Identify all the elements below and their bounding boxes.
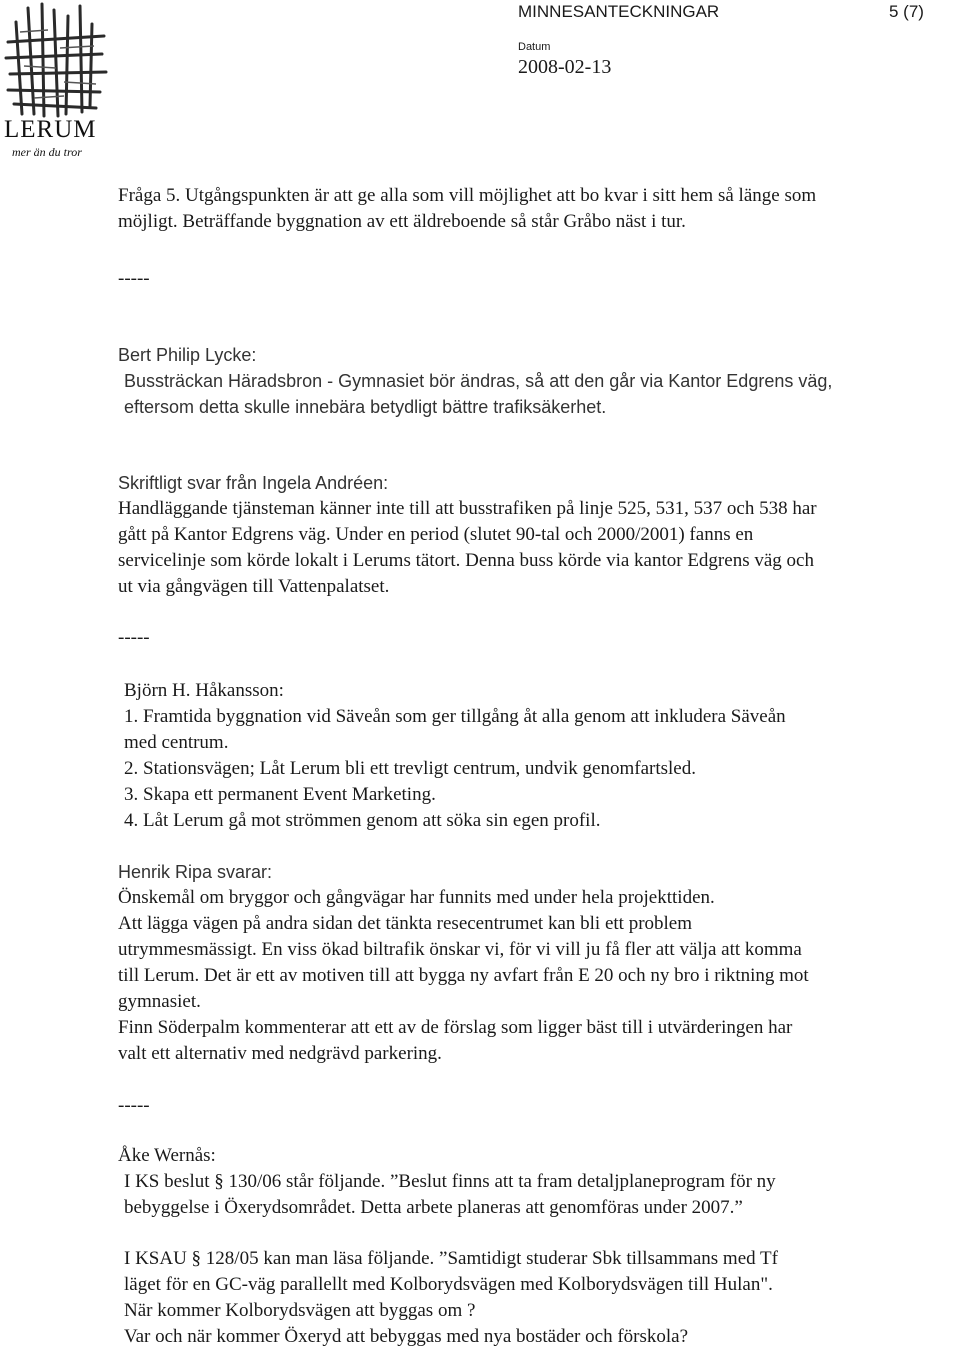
logo-tagline: mer än du tror — [12, 145, 82, 159]
bjorn-line-5: 4. Låt Lerum gå mot strömmen genom att söka sin egen profil. — [124, 810, 601, 831]
henrik-line-5: gymnasiet. — [118, 991, 201, 1012]
bjorn-line-1: 1. Framtida byggnation vid Säveån som ger tillgång åt alla genom att inkludera Säveån — [124, 706, 786, 727]
ake-line-5: När kommer Kolborydsvägen att byggas om ? — [124, 1300, 476, 1321]
henrik-line-2: Att lägga vägen på andra sidan det tänkta resecentrumet kan bli ett problem — [118, 913, 693, 934]
bert-line-1: Bussträckan Häradsbron - Gymnasiet bör ändras, så att den går via Kantor Edgrens väg, — [124, 371, 833, 391]
speaker-ake: Åke Wernås: — [118, 1145, 216, 1166]
speaker-bert: Bert Philip Lycke: — [118, 345, 257, 365]
henrik-line-3: utrymmesmässigt. En viss ökad biltrafik önskar vi, för vi vill ju få fler att välja att komma — [118, 939, 802, 960]
ake-line-1: I KS beslut § 130/06 står följande. ”Beslut finns att ta fram detaljplaneprogram för ny — [124, 1171, 776, 1192]
bert-line-2: eftersom detta skulle innebära betydligt bättre trafiksäkerhet. — [124, 397, 607, 417]
document-date: 2008-02-13 — [518, 56, 612, 78]
henrik-line-4: till Lerum. Det är ett av motiven till att bygga ny avfart från E 20 och ny bro i riktning mot — [118, 965, 809, 986]
q5-line-1: Fråga 5. Utgångspunkten är att ge alla som vill möjlighet att bo kvar i sitt hem så länge som — [118, 185, 817, 206]
page-number: 5 (7) — [889, 2, 924, 21]
q5-line-2: möjligt. Beträffande byggnation av ett äldreboende så står Gråbo näst i tur. — [118, 211, 686, 232]
henrik-line-6: Finn Söderpalm kommenterar att ett av de förslag som ligger bäst till i utvärderingen har — [118, 1017, 793, 1038]
date-label: Datum — [518, 41, 551, 53]
separator: ----- — [118, 268, 150, 289]
ake-line-6: Var och när kommer Öxeryd att bebyggas med nya bostäder och förskola? — [124, 1326, 689, 1347]
bjorn-line-3: 2. Stationsvägen; Låt Lerum bli ett trevligt centrum, undvik genomfartsled. — [124, 758, 696, 779]
ingela-line-2: gått på Kantor Edgrens väg. Under en period (slutet 90-tal och 2000/2001) fanns en — [118, 524, 754, 545]
logo-wordmark: LERUM — [4, 116, 97, 143]
speaker-bjorn: Björn H. Håkansson: — [124, 680, 284, 701]
ake-line-2: bebyggelse i Öxerydsområdet. Detta arbete planeras att genomföras under 2007.” — [124, 1197, 743, 1218]
document-title: MINNESANTECKNINGAR — [518, 2, 720, 21]
henrik-line-1: Önskemål om bryggor och gångvägar har funnits med under hela projekttiden. — [118, 887, 715, 908]
lerum-logo-mark-icon — [4, 2, 108, 118]
bjorn-line-4: 3. Skapa ett permanent Event Marketing. — [124, 784, 436, 805]
ingela-line-3: servicelinje som körde lokalt i Lerums tätort. Denna buss körde via kantor Edgrens väg och — [118, 550, 814, 571]
ingela-line-4: ut via gångvägen till Vattenpalatset. — [118, 576, 390, 597]
separator: ----- — [118, 627, 150, 648]
henrik-line-7: valt ett alternativ med nedgrävd parkering. — [118, 1043, 442, 1064]
separator: ----- — [118, 1095, 150, 1116]
bjorn-line-2: med centrum. — [124, 732, 229, 753]
speaker-ingela: Skriftligt svar från Ingela Andréen: — [118, 473, 389, 493]
ake-line-4: läget för en GC-väg parallellt med Kolborydsvägen med Kolborydsvägen till Hulan". — [124, 1274, 773, 1295]
ingela-line-1: Handläggande tjänsteman känner inte till att busstrafiken på linje 525, 531, 537 och 538 har — [118, 498, 817, 519]
ake-line-3: I KSAU § 128/05 kan man läsa följande. ”Samtidigt studerar Sbk tillsammans med Tf — [124, 1248, 778, 1269]
speaker-henrik: Henrik Ripa svarar: — [118, 862, 273, 882]
